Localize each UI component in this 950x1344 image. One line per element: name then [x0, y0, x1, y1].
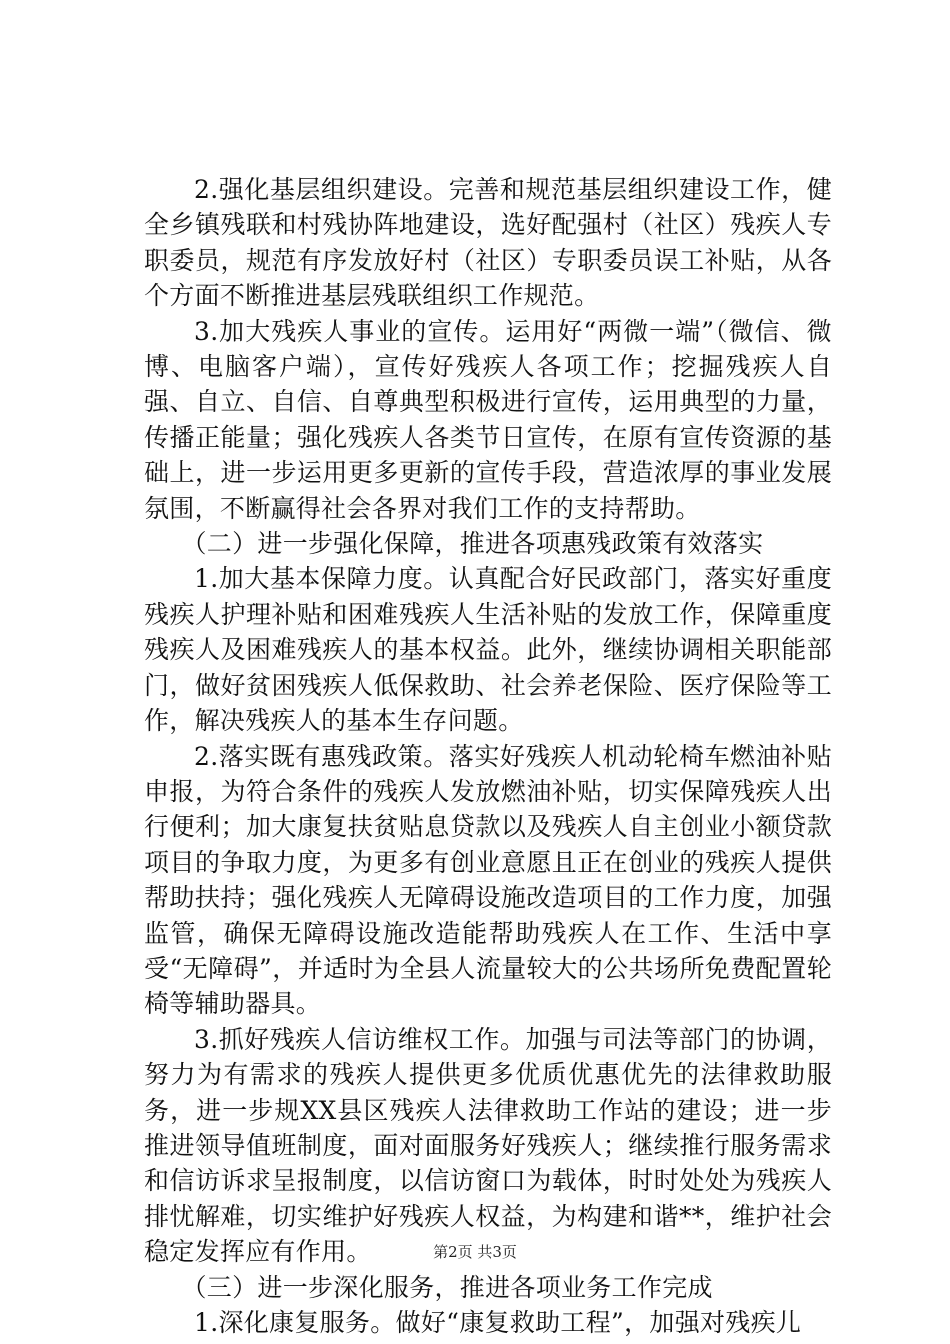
- paragraph-grassroots-organization: 2.强化基层组织建设。完善和规范基层组织建设工作，健全乡镇残联和村残协阵地建设，选好配强村（社区）残疾人专职委员，规范有序发放好村（社区）专职委员误工补贴，从各个方面不断推进基层残联组织工作规范。: [144, 175, 832, 311]
- section-heading-3: （三）进一步深化服务，推进各项业务工作完成: [181, 1272, 713, 1302]
- paragraph-basic-security: 1.加大基本保障力度。认真配合好民政部门，落实好重度残疾人护理补贴和困难残疾人生活补贴的发放工作，保障重度残疾人及困难残疾人的基本权益。此外，继续协调相关职能部门，做好贫困残疾人低保救助、社会养老保险、医疗保险等工作，解决残疾人的基本生存问题。: [144, 564, 832, 736]
- section-heading-2: （二）进一步强化保障，推进各项惠残政策有效落实: [181, 529, 764, 559]
- paragraph-petition-rights: 3.抓好残疾人信访维权工作。加强与司法等部门的协调，努力为有需求的残疾人提供更多优质优惠优先的法律救助服务，进一步规XX县区残疾人法律救助工作站的建设；进一步推进领导值班制度，面对面服务好残疾人；继续推行服务需求和信访诉求呈报制度，以信访窗口为载体，时时处处为残疾人排忧解难，切实维护好残疾人权益，为构建和谐**，维护社会稳定发挥应有作用。: [144, 1024, 832, 1267]
- paragraph-publicity: 3.加大残疾人事业的宣传。运用好“两微一端”（微信、微博、电脑客户端），宣传好残疾人各项工作；挖掘残疾人自强、自立、自信、自尊典型积极进行宣传，运用典型的力量，传播正能量；强化残疾人各类节日宣传，在原有宣传资源的基础上，进一步运用更多更新的宣传手段，营造浓厚的事业发展氛围，不断赢得社会各界对我们工作的支持帮助。: [144, 316, 832, 523]
- paragraph-rehabilitation: 1.深化康复服务。做好“康复救助工程”，加强对残疾儿: [194, 1308, 802, 1337]
- paragraph-existing-policies: 2.落实既有惠残政策。落实好残疾人机动轮椅车燃油补贴申报，为符合条件的残疾人发放燃油补贴，切实保障残疾人出行便利；加大康复扶贫贴息贷款以及残疾人自主创业小额贷款项目的争取力度，为更多有创业意愿且正在创业的残疾人提供帮助扶持；强化残疾人无障碍设施改造项目的工作力度，加强监管，确保无障碍设施改造能帮助残疾人在工作、生活中享受“无障碍”，并适时为全县人流量较大的公共场所免费配置轮椅等辅助器具。: [144, 741, 832, 1019]
- page-number-footer: 第2页 共3页: [433, 1243, 517, 1261]
- document-body: [144, 172, 832, 1340]
